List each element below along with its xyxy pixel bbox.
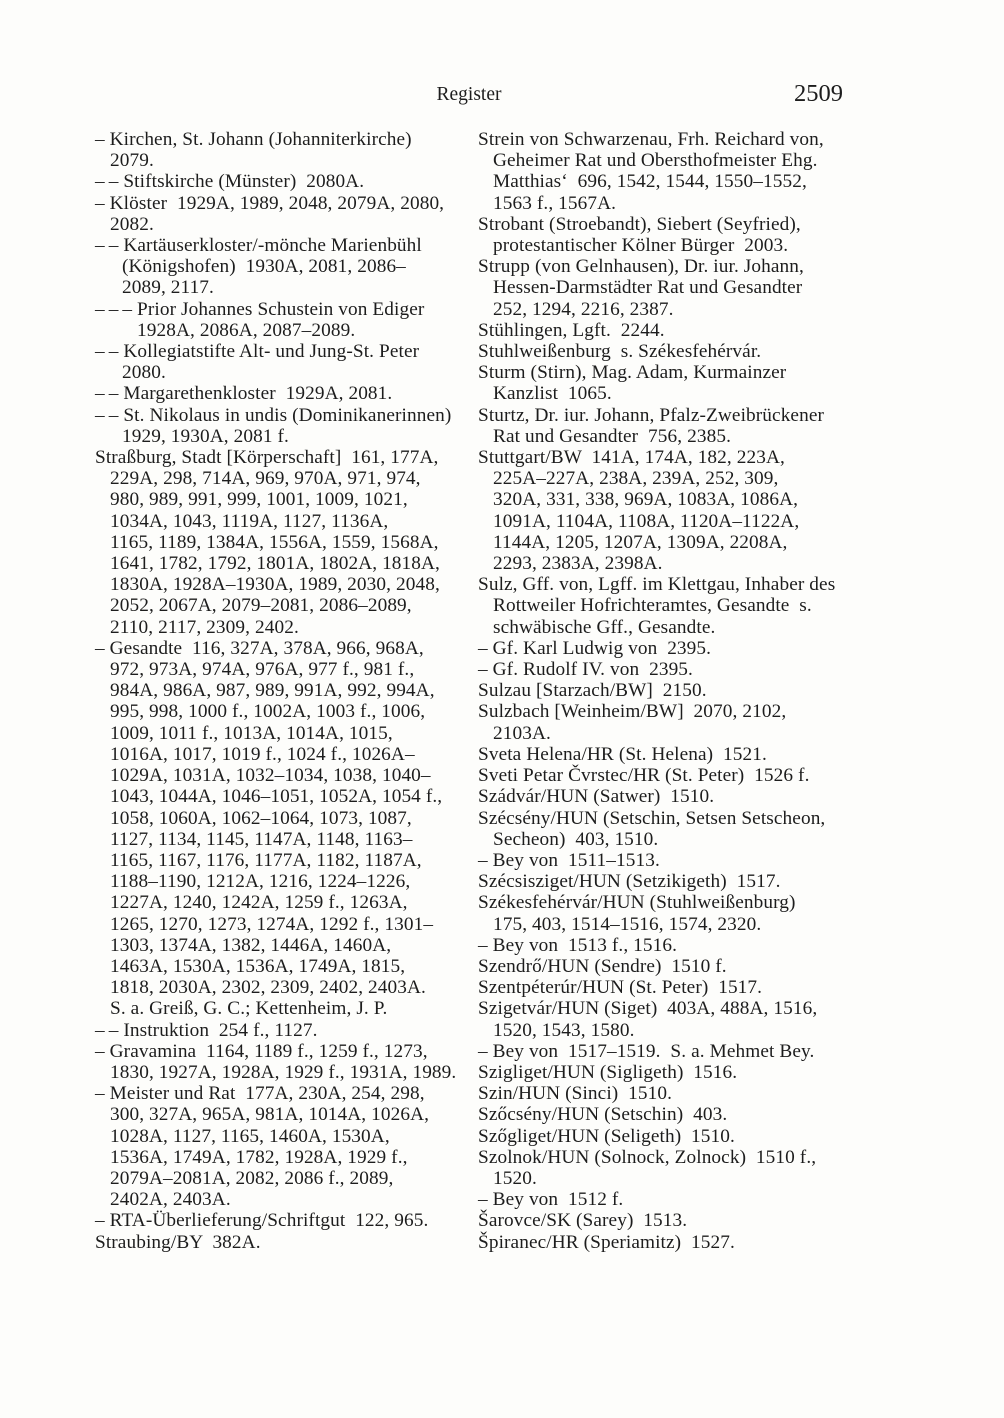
- page-title: Register: [436, 84, 502, 105]
- index-line: 1009, 1011 f., 1013A, 1014A, 1015,: [110, 722, 393, 744]
- index-columns: [95, 129, 863, 1253]
- index-line: Sulzbach [Weinheim/BW] 2070, 2102,: [478, 701, 787, 723]
- index-line: 175, 403, 1514–1516, 1574, 2320.: [493, 913, 762, 935]
- index-line: 1058, 1060A, 1062–1064, 1073, 1087,: [110, 807, 412, 829]
- index-line: 980, 989, 991, 999, 1001, 1009, 1021,: [110, 489, 408, 511]
- index-line: Szécsény/HUN (Setschin, Setsen Setscheon,: [478, 807, 826, 829]
- index-line: Secheon) 403, 1510.: [493, 828, 659, 850]
- index-line: Kanzlist 1065.: [493, 383, 612, 405]
- index-line: 1028A, 1127, 1165, 1460A, 1530A,: [110, 1125, 390, 1147]
- index-line: – Gravamina 1164, 1189 f., 1259 f., 1273,: [95, 1040, 428, 1062]
- index-line: 2052, 2067A, 2079–2081, 2086–2089,: [110, 595, 412, 617]
- running-head: [95, 82, 843, 112]
- index-line: 1463A, 1530A, 1536A, 1749A, 1815,: [110, 955, 406, 977]
- index-line: – Meister und Rat 177A, 230A, 254, 298,: [95, 1083, 425, 1105]
- index-line: Szin/HUN (Sinci) 1510.: [478, 1083, 673, 1105]
- index-line: 984A, 986A, 987, 989, 991A, 992, 994A,: [110, 680, 435, 702]
- index-line: 1091A, 1104A, 1108A, 1120A–1122A,: [493, 510, 800, 532]
- index-line: 1144A, 1205, 1207A, 1309A, 2208A,: [493, 531, 788, 553]
- index-line: S. a. Greiß, G. C.; Kettenheim, J. P.: [110, 998, 388, 1020]
- index-line: (Königshofen) 1930A, 2081, 2086–: [122, 256, 406, 278]
- index-line: 1165, 1189, 1384A, 1556A, 1559, 1568A,: [110, 531, 439, 553]
- index-line: 1165, 1167, 1176, 1177A, 1182, 1187A,: [110, 849, 422, 871]
- index-line: Szendrő/HUN (Sendre) 1510 f.: [478, 955, 727, 977]
- index-column-left: [95, 129, 465, 1253]
- index-line: 1818, 2030A, 2302, 2309, 2402, 2403A.: [110, 977, 426, 999]
- index-line: 1520, 1543, 1580.: [493, 1019, 635, 1041]
- index-line: Szentpéterúr/HUN (St. Peter) 1517.: [478, 977, 763, 999]
- index-line: Straßburg, Stadt [Körperschaft] 161, 177A,: [95, 447, 439, 469]
- index-line: Strein von Schwarzenau, Frh. Reichard von,: [478, 129, 824, 150]
- index-line: Szőcsény/HUN (Setschin) 403.: [478, 1104, 728, 1126]
- index-line: Sveti Petar Čvrstec/HR (St. Peter) 1526 f.: [478, 765, 810, 787]
- index-line: Rottweiler Hofrichteramtes, Gesandte s.: [493, 595, 812, 617]
- index-line: Szigliget/HUN (Sigligeth) 1516.: [478, 1061, 738, 1083]
- index-line: 225A–227A, 238A, 239A, 252, 309,: [493, 468, 779, 490]
- index-line: Hessen-Darmstädter Rat und Gesandter: [493, 277, 803, 299]
- index-line: Szolnok/HUN (Solnock, Zolnock) 1510 f.,: [478, 1146, 817, 1168]
- index-line: 1127, 1134, 1145, 1147A, 1148, 1163–: [110, 828, 413, 850]
- index-line: 1034A, 1043, 1119A, 1127, 1136A,: [110, 510, 389, 532]
- index-line: Špiranec/HR (Speriamitz) 1527.: [478, 1231, 735, 1253]
- index-line: 1520.: [493, 1167, 537, 1189]
- index-line: 1043, 1044A, 1046–1051, 1052A, 1054 f.,: [110, 786, 443, 808]
- index-line: 2079A–2081A, 2082, 2086 f., 2089,: [110, 1167, 394, 1189]
- index-line: 1563 f., 1567A.: [493, 192, 617, 214]
- index-line: 2082.: [110, 213, 154, 235]
- index-line: – Bey von 1517–1519. S. a. Mehmet Bey.: [478, 1040, 815, 1062]
- index-line: Sulzau [Starzach/BW] 2150.: [478, 680, 707, 702]
- index-line: Rat und Gesandter 756, 2385.: [493, 425, 731, 447]
- index-line: – Gf. Rudolf IV. von 2395.: [478, 659, 693, 681]
- index-line: Stuhlweißenburg s. Székesfehérvár.: [478, 341, 762, 363]
- index-line: 2110, 2117, 2309, 2402.: [110, 616, 299, 638]
- index-line: 1188–1190, 1212A, 1216, 1224–1226,: [110, 871, 411, 893]
- index-line: Matthias‘ 696, 1542, 1544, 1550–1552,: [493, 171, 807, 193]
- index-line: 320A, 331, 338, 969A, 1083A, 1086A,: [493, 489, 799, 511]
- index-line: 1830A, 1928A–1930A, 1989, 2030, 2048,: [110, 574, 440, 596]
- index-line: Szőgliget/HUN (Seligeth) 1510.: [478, 1125, 735, 1147]
- index-line: – Bey von 1512 f.: [478, 1189, 624, 1211]
- index-line: Székesfehérvár/HUN (Stuhlweißenburg): [478, 892, 796, 914]
- index-line: – – Margarethenkloster 1929A, 2081.: [95, 383, 393, 405]
- index-line: 2089, 2117.: [122, 277, 214, 299]
- index-line: Sturm (Stirn), Mag. Adam, Kurmainzer: [478, 362, 787, 384]
- index-line: – Gf. Karl Ludwig von 2395.: [478, 637, 712, 659]
- index-line: Strupp (von Gelnhausen), Dr. iur. Johann,: [478, 256, 804, 278]
- index-line: protestantischer Kölner Bürger 2003.: [493, 235, 789, 257]
- index-line: Stuttgart/BW 141A, 174A, 182, 223A,: [478, 447, 785, 469]
- index-line: – – St. Nikolaus in undis (Dominikanerinnen): [95, 404, 452, 426]
- index-line: Stühlingen, Lgft. 2244.: [478, 319, 665, 341]
- index-line: – – Kollegiatstifte Alt- und Jung-St. Peter: [95, 341, 420, 363]
- index-line: Strobant (Stroebandt), Siebert (Seyfried),: [478, 213, 801, 235]
- index-line: Sturtz, Dr. iur. Johann, Pfalz-Zweibrückener: [478, 404, 825, 426]
- index-line: – Klöster 1929A, 1989, 2048, 2079A, 2080,: [95, 192, 445, 214]
- index-line: 2103A.: [493, 722, 551, 744]
- index-line: 2293, 2383A, 2398A.: [493, 553, 663, 575]
- index-line: schwäbische Gff., Gesandte.: [493, 616, 716, 638]
- index-line: 1830, 1927A, 1928A, 1929 f., 1931A, 1989.: [110, 1061, 457, 1083]
- index-line: – – Kartäuserkloster/-mönche Marienbühl: [95, 235, 422, 257]
- index-line: – Gesandte 116, 327A, 378A, 966, 968A,: [95, 637, 424, 659]
- index-line: 252, 1294, 2216, 2387.: [493, 298, 674, 320]
- index-line: Geheimer Rat und Obersthofmeister Ehg.: [493, 150, 818, 172]
- index-line: 2080.: [122, 362, 166, 384]
- index-line: 1536A, 1749A, 1782, 1928A, 1929 f.,: [110, 1146, 408, 1168]
- index-line: 229A, 298, 714A, 969, 970A, 971, 974,: [110, 468, 421, 490]
- index-line: Szécsisziget/HUN (Setzikigeth) 1517.: [478, 871, 781, 893]
- index-line: Szádvár/HUN (Satwer) 1510.: [478, 786, 715, 808]
- index-line: Straubing/BY 382A.: [95, 1231, 261, 1253]
- index-line: 1928A, 2086A, 2087–2089.: [137, 319, 356, 341]
- index-line: – – Stiftskirche (Münster) 2080A.: [95, 171, 365, 193]
- page-number: 2509: [794, 80, 843, 107]
- index-line: – Bey von 1513 f., 1516.: [478, 934, 678, 956]
- index-line: – – – Prior Johannes Schustein von Ediger: [95, 298, 425, 320]
- index-line: 2079.: [110, 150, 154, 172]
- index-column-right: [478, 129, 863, 1253]
- index-line: 300, 327A, 965A, 981A, 1014A, 1026A,: [110, 1104, 430, 1126]
- index-line: 1929, 1930A, 2081 f.: [122, 425, 289, 447]
- index-line: Sveta Helena/HR (St. Helena) 1521.: [478, 743, 767, 765]
- index-line: 2402A, 2403A.: [110, 1189, 231, 1211]
- index-line: Szigetvár/HUN (Siget) 403A, 488A, 1516,: [478, 998, 818, 1020]
- index-line: 1303, 1374A, 1382, 1446A, 1460A,: [110, 934, 392, 956]
- index-line: Šarovce/SK (Sarey) 1513.: [478, 1210, 688, 1232]
- index-line: – Kirchen, St. Johann (Johanniterkirche): [95, 129, 412, 150]
- index-line: – – Instruktion 254 f., 1127.: [95, 1019, 318, 1041]
- index-line: – Bey von 1511–1513.: [478, 849, 660, 871]
- index-line: Sulz, Gff. von, Lgff. im Klettgau, Inhaber des: [478, 574, 836, 596]
- index-line: 972, 973A, 974A, 976A, 977 f., 981 f.,: [110, 659, 415, 681]
- index-line: 1265, 1270, 1273, 1274A, 1292 f., 1301–: [110, 913, 434, 935]
- index-line: 1227A, 1240, 1242A, 1259 f., 1263A,: [110, 892, 408, 914]
- index-line: – RTA-Überlieferung/Schriftgut 122, 965.: [95, 1210, 429, 1232]
- index-line: 995, 998, 1000 f., 1002A, 1003 f., 1006,: [110, 701, 426, 723]
- index-line: 1641, 1782, 1792, 1801A, 1802A, 1818A,: [110, 553, 440, 575]
- index-line: 1029A, 1031A, 1032–1034, 1038, 1040–: [110, 765, 431, 787]
- index-line: 1016A, 1017, 1019 f., 1024 f., 1026A–: [110, 743, 415, 765]
